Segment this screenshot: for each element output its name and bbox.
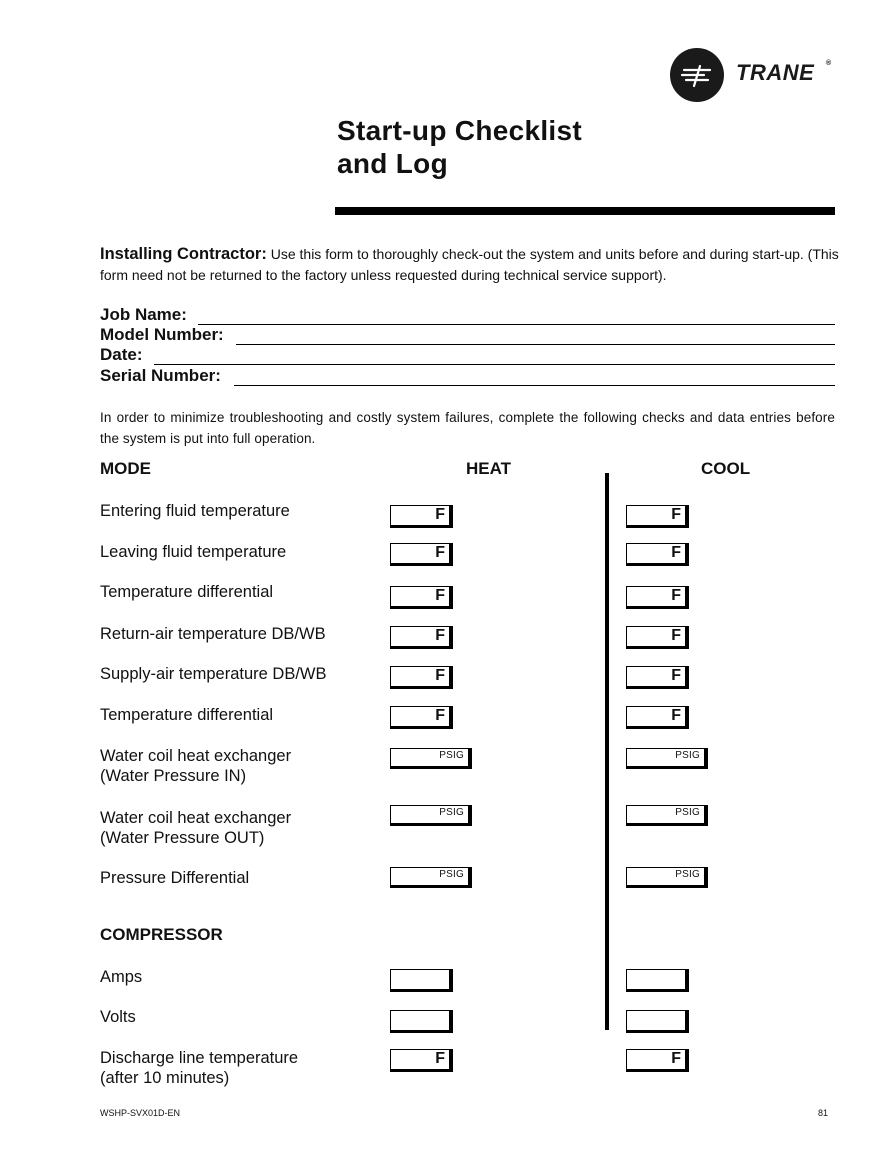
job-name-label: Job Name: (100, 305, 187, 324)
cool-supply-air-temp-input[interactable] (626, 666, 689, 689)
cool-amps-input[interactable] (626, 969, 689, 992)
unit-label: F (435, 544, 445, 561)
heat-air-temp-differential-input[interactable] (390, 706, 453, 729)
serial-number-line (234, 385, 835, 386)
row-label-line-1: Water coil heat exchanger (100, 747, 292, 765)
unit-label: F (671, 544, 681, 561)
model-number-label: Model Number: (100, 325, 224, 344)
mode-header: MODE (100, 459, 151, 478)
page-title-line-2: and Log (337, 148, 448, 179)
intro-text: Use this form to thoroughly check-out the system and units before and during start-up. (This form need not be returned to the factory unless requested during technical service support). (100, 246, 839, 283)
cool-pressure-differential-input[interactable] (626, 867, 708, 888)
row-label (100, 868, 249, 888)
trane-logo (670, 46, 840, 104)
unit-label: F (671, 1050, 681, 1067)
trane-logo-word: TRANE (736, 60, 815, 85)
heat-pressure-differential-input[interactable] (390, 867, 472, 888)
cool-leaving-fluid-temp-input[interactable] (626, 543, 689, 566)
cool-return-air-temp-input[interactable] (626, 626, 689, 649)
row-label-line-1: Temperature differential (100, 706, 274, 724)
row-label-line-1: Pressure Differential (100, 869, 250, 887)
unit-label: PSIG (675, 750, 700, 761)
compressor-header: COMPRESSOR (100, 925, 223, 944)
heat-volts-input[interactable] (390, 1010, 453, 1033)
row-label (100, 542, 286, 562)
heat-supply-air-temp-input[interactable] (390, 666, 453, 689)
cool-air-temp-differential-input[interactable] (626, 706, 689, 729)
heat-water-pressure-in-input[interactable] (390, 748, 472, 769)
registered-mark: ® (826, 60, 832, 67)
heat-fluid-temp-differential-input[interactable] (390, 586, 453, 609)
row-label-line-1: Volts (100, 1008, 136, 1026)
heat-leaving-fluid-temp-input[interactable] (390, 543, 453, 566)
row-label-line-1: Amps (100, 968, 143, 986)
model-number-field[interactable] (100, 325, 835, 345)
row-label-line-2: (Water Pressure IN) (100, 767, 247, 785)
row-label-line-1: Water coil heat exchanger (100, 809, 292, 827)
page-title-line-1: Start-up Checklist (337, 115, 582, 146)
unit-label: PSIG (439, 869, 464, 880)
unit-label: F (671, 707, 681, 724)
footer-page-number: 81 (818, 1108, 829, 1118)
unit-label: PSIG (675, 807, 700, 818)
unit-label: F (435, 587, 445, 604)
row-label (100, 624, 326, 644)
instructions-paragraph: In order to minimize troubleshooting and costly system failures, complete the following checks and data entries before the system is put into full operation. (100, 410, 835, 446)
title-rule (335, 207, 835, 215)
trane-logo-mark-icon (670, 48, 724, 102)
unit-label: F (671, 587, 681, 604)
unit-label: PSIG (439, 807, 464, 818)
cool-water-pressure-out-input[interactable] (626, 805, 708, 826)
row-label (100, 1048, 298, 1088)
cool-fluid-temp-differential-input[interactable] (626, 586, 689, 609)
heat-water-pressure-out-input[interactable] (390, 805, 472, 826)
heat-discharge-line-temp-input[interactable] (390, 1049, 453, 1072)
serial-number-field[interactable] (100, 366, 835, 386)
row-label (100, 705, 273, 725)
row-label-line-1: Entering fluid temperature (100, 502, 290, 520)
row-label (100, 746, 291, 786)
heat-entering-fluid-temp-input[interactable] (390, 505, 453, 528)
date-line (154, 364, 835, 365)
date-field[interactable] (100, 345, 835, 365)
footer-doc-id: WSHP-SVX01D-EN (100, 1108, 181, 1118)
heat-return-air-temp-input[interactable] (390, 626, 453, 649)
row-label (100, 664, 327, 684)
unit-label: F (435, 667, 445, 684)
unit-label: F (435, 627, 445, 644)
heat-amps-input[interactable] (390, 969, 453, 992)
row-label (100, 808, 291, 848)
row-label-line-1: Discharge line temperature (100, 1049, 299, 1067)
row-label (100, 1007, 136, 1027)
unit-label: F (671, 667, 681, 684)
unit-label: F (435, 1050, 445, 1067)
row-label-line-1: Supply-air temperature DB/WB (100, 665, 327, 683)
unit-label: F (671, 506, 681, 523)
unit-label: F (671, 627, 681, 644)
cool-header: COOL (701, 459, 751, 478)
row-label-line-2: (Water Pressure OUT) (100, 829, 265, 847)
page-title (337, 114, 582, 180)
column-divider (605, 473, 609, 1030)
cool-water-pressure-in-input[interactable] (626, 748, 708, 769)
serial-number-label: Serial Number: (100, 366, 221, 385)
unit-label: PSIG (675, 869, 700, 880)
unit-label: F (435, 506, 445, 523)
row-label-line-2: (after 10 minutes) (100, 1069, 230, 1087)
date-label: Date: (100, 345, 143, 364)
row-label-line-1: Leaving fluid temperature (100, 543, 287, 561)
row-label-line-1: Return-air temperature DB/WB (100, 625, 326, 643)
intro-lead: Installing Contractor: (100, 245, 267, 263)
row-label-line-1: Temperature differential (100, 583, 274, 601)
intro-paragraph (100, 244, 840, 286)
cool-discharge-line-temp-input[interactable] (626, 1049, 689, 1072)
heat-header: HEAT (466, 459, 512, 478)
unit-label: F (435, 707, 445, 724)
row-label (100, 967, 142, 987)
unit-label: PSIG (439, 750, 464, 761)
row-label (100, 582, 273, 602)
row-label (100, 501, 290, 521)
cool-volts-input[interactable] (626, 1010, 689, 1033)
cool-entering-fluid-temp-input[interactable] (626, 505, 689, 528)
job-name-field[interactable] (100, 305, 835, 325)
